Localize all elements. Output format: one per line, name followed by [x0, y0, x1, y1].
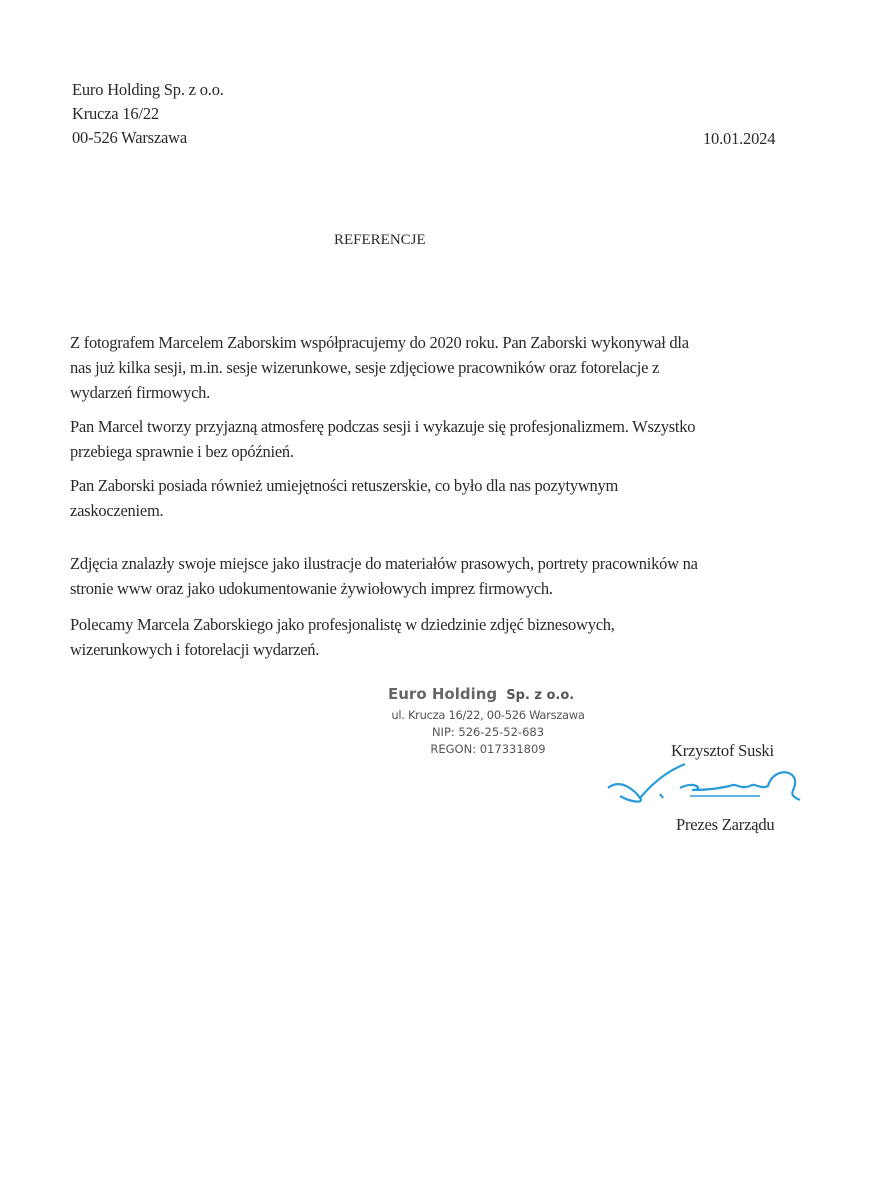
text-line: nas już kilka sesji, m.in. sesje wizerunkowe, sesje zdjęciowe pracowników oraz fotorelacje z — [70, 358, 660, 377]
text-line: Z fotografem Marcelem Zaborskim współpracujemy do 2020 roku. Pan Zaborski wykonywał dla — [70, 333, 689, 352]
text-line: przebiega sprawnie i bez opóźnień. — [70, 442, 294, 461]
signatory-name: Krzysztof Suski — [671, 741, 774, 760]
sender-city: 00-526 Warszawa — [72, 128, 187, 147]
paragraph-4 — [70, 551, 698, 601]
sender-company: Euro Holding Sp. z o.o. — [72, 80, 224, 99]
stamp-nip: NIP: 526-25-52-683 — [431, 725, 545, 739]
sender-street: Krucza 16/22 — [72, 104, 159, 123]
stamp-suffix: Sp. z o.o. — [506, 688, 575, 703]
text-line: wizerunkowych i fotorelacji wydarzeń. — [70, 640, 320, 659]
text-line: wydarzeń firmowych. — [70, 383, 211, 402]
paragraph-3 — [70, 473, 618, 523]
text-line: zaskoczeniem. — [70, 501, 164, 520]
stamp-name: Euro Holding — [388, 685, 498, 703]
handwritten-signature — [600, 760, 810, 810]
text-line: Zdjęcia znalazły swoje miejsce jako ilustracje do materiałów prasowych, portrety pracowników na — [70, 554, 698, 573]
stamp-regon: REGON: 017331809 — [430, 742, 546, 756]
letter-date: 10.01.2024 — [703, 129, 776, 148]
text-line: stronie www oraz jako udokumentowanie żywiołowych imprez firmowych. — [70, 579, 553, 598]
stamp-address: ul. Krucza 16/22, 00-526 Warszawa — [391, 708, 585, 722]
text-line: Pan Marcel tworzy przyjazną atmosferę podczas sesji i wykazuje się profesjonalizmem. Wszystko — [70, 417, 696, 436]
text-line: Polecamy Marcela Zaborskiego jako profesjonalistę w dziedzinie zdjęć biznesowych, — [70, 615, 615, 634]
signatory-role: Prezes Zarządu — [676, 815, 775, 834]
paragraph-1 — [70, 330, 689, 405]
paragraph-2 — [70, 414, 695, 464]
paragraph-5 — [70, 612, 615, 662]
text-line: Pan Zaborski posiada również umiejętności retuszerskie, co było dla nas pozytywnym — [70, 476, 619, 495]
letter-title: REFERENCJE — [334, 232, 426, 248]
